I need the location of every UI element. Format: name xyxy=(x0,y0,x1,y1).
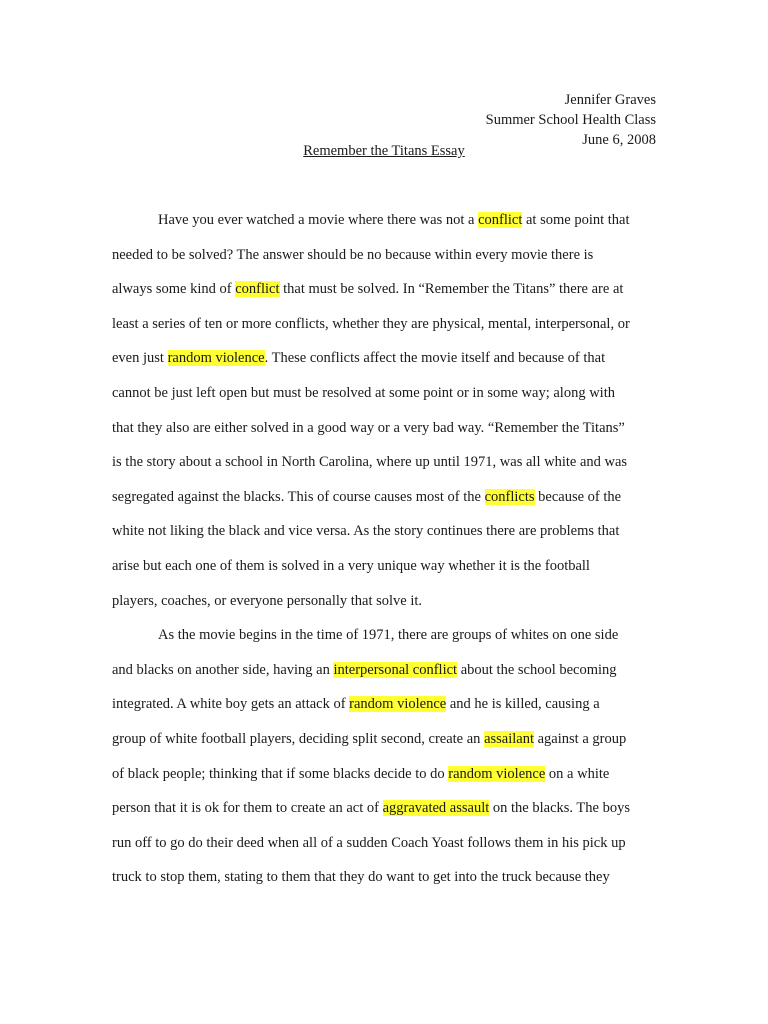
highlighted-term: conflicts xyxy=(484,488,535,505)
text-segment: players, coaches, or everyone personally that solve it. xyxy=(112,592,423,609)
text-segment: segregated against the blacks. This of course causes most of the xyxy=(112,488,485,505)
text-line xyxy=(112,690,660,725)
text-line xyxy=(112,794,660,829)
text-segment: about the school becoming xyxy=(457,661,617,678)
text-line xyxy=(112,621,660,656)
text-segment: always some kind of xyxy=(112,281,236,298)
text-line xyxy=(112,760,660,795)
author-name: Jennifer Graves xyxy=(564,92,656,108)
text-line xyxy=(112,206,660,241)
text-segment: that they also are either solved in a good way or a very bad way. “Remember the Titans” xyxy=(112,419,625,436)
highlighted-term: random violence xyxy=(448,765,546,782)
text-segment: group of white football players, deciding split second, create an xyxy=(112,730,485,747)
course-name: Summer School Health Class xyxy=(485,112,656,128)
text-segment: least a series of ten or more conflicts, whether they are physical, mental, interpersonal, or xyxy=(112,315,630,332)
text-segment: arise but each one of them is solved in a very unique way whether it is the football xyxy=(112,557,590,574)
text-segment: of black people; thinking that if some blacks decide to do xyxy=(112,765,449,782)
text-line xyxy=(112,344,660,379)
text-segment: on a white xyxy=(545,765,610,782)
highlighted-term: random violence xyxy=(167,350,265,367)
text-segment: is the story about a school in North Carolina, where up until 1971, was all white and was xyxy=(112,454,628,471)
text-line xyxy=(112,517,660,552)
text-line xyxy=(112,483,660,518)
highlighted-term: interpersonal conflict xyxy=(333,661,458,678)
highlighted-term: conflict xyxy=(235,281,280,298)
text-segment: at some point that xyxy=(522,212,630,228)
text-segment: that must be solved. In “Remember the Titans” there are at xyxy=(279,281,624,298)
text-line xyxy=(112,552,660,587)
text-line xyxy=(112,414,660,449)
text-segment: and he is killed, causing a xyxy=(446,696,600,713)
text-segment: run off to go do their deed when all of a sudden Coach Yoast follows them in his pick up xyxy=(112,834,626,851)
text-segment: on the blacks. The boys xyxy=(489,800,630,817)
highlighted-term: conflict xyxy=(478,212,523,228)
text-line xyxy=(112,587,660,622)
text-segment: because of the xyxy=(534,488,622,505)
text-segment: white not liking the black and vice versa. As the story continues there are problems that xyxy=(112,523,620,540)
text-line xyxy=(112,275,660,310)
text-line xyxy=(112,379,660,414)
text-line xyxy=(112,656,660,691)
essay-title-row xyxy=(0,141,768,161)
text-segment: needed to be solved? The answer should be no because within every movie there is xyxy=(112,246,594,263)
text-segment: As the movie begins in the time of 1971, there are groups of whites on one side xyxy=(158,627,619,644)
text-line xyxy=(112,863,660,898)
text-segment: against a group xyxy=(534,730,627,747)
text-line xyxy=(112,448,660,483)
text-line xyxy=(112,310,660,345)
essay-title: Remember the Titans Essay xyxy=(303,143,465,159)
text-segment: person that it is ok for them to create an act of xyxy=(112,800,383,817)
text-line xyxy=(112,829,660,864)
text-segment: and blacks on another side, having an xyxy=(112,661,334,678)
document-date: June 6, 2008 xyxy=(582,132,656,148)
highlighted-term: aggravated assault xyxy=(382,800,490,817)
text-line xyxy=(112,725,660,760)
highlighted-term: random violence xyxy=(349,696,447,713)
text-segment: . These conflicts affect the movie itself and because of that xyxy=(264,350,606,367)
highlighted-term: assailant xyxy=(484,730,534,747)
text-segment: even just xyxy=(112,350,168,367)
text-line xyxy=(112,241,660,276)
essay-body xyxy=(112,206,660,898)
text-segment: truck to stop them, stating to them that they do want to get into the truck because they xyxy=(112,869,610,886)
text-segment: cannot be just left open but must be resolved at some point or in some way; along with xyxy=(112,384,615,401)
text-segment: Have you ever watched a movie where there was not a xyxy=(158,212,479,228)
text-segment: integrated. A white boy gets an attack of xyxy=(112,696,350,713)
